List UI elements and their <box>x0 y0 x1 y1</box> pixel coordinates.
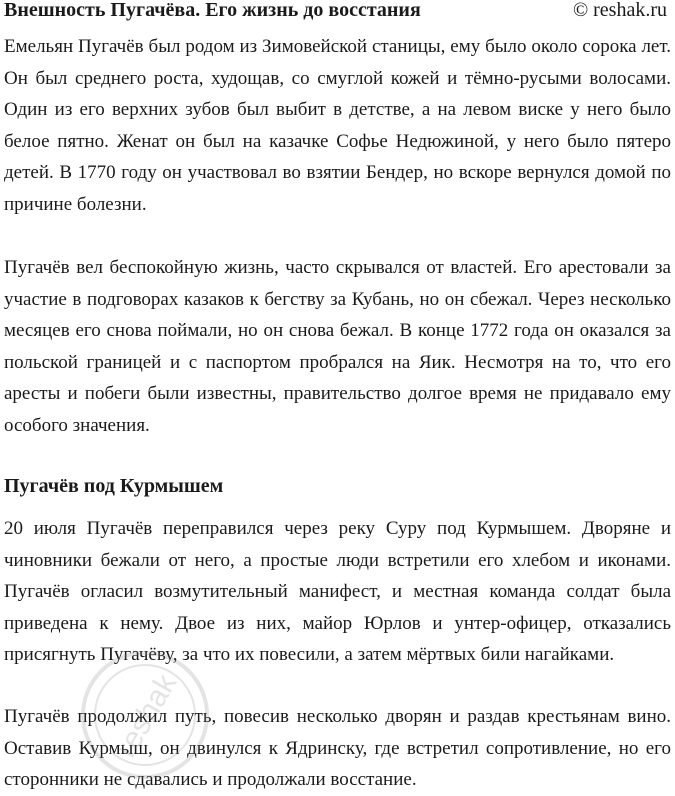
section-1-paragraph-1 <box>4 31 671 220</box>
page-title: Внешность Пугачёва. Его жизнь до восстания <box>4 0 421 21</box>
paragraph-text: 20 июля Пугачёв переправился через реку Суру под Курмышем. Дворяне и чиновники бежали от него, а простые люди встретили его хлебом и иконами. Пугачёв огласил возмутительный манифест, и местная команда солдат была приведена к нему. Двое из них, майор Юрлов и унтер-офицер, отказались присягнуть Пугачёву, за что их повесили, а затем мёртвых били нагайками. <box>4 518 671 665</box>
header-row <box>4 0 671 22</box>
section-2-paragraph-1 <box>4 513 671 671</box>
section-2-paragraph-2 <box>4 701 671 796</box>
paragraph-text: Пугачёв вел беспокойную жизнь, часто скрывался от властей. Его арестовали за участие в подговорах казаков к бегству за Кубань, но он сбежал. Через несколько месяцев его снова поймали, но он снова бежал. В конце 1772 года он оказался за польской границей и с паспортом пробрался на Яик. Несмотря на то, что его аресты и побеги были известны, правительство долгое время не придавало ему особого значения. <box>4 257 671 436</box>
svg-text:reshak: reshak <box>109 668 184 763</box>
section-1-paragraph-2 <box>4 252 671 441</box>
paragraph-text: Емельян Пугачёв был родом из Зимовейской станицы, ему было около сорока лет. Он был среднего роста, худощав, со смуглой кожей и тёмно-русыми волосами. Один из его верхних зубов был выбит в детстве, а на левом виске у него было белое пятно. Женат он был на казачке Софье Недюжиной, у него было пятеро детей. В 1770 году он участвовал во взятии Бендер, но вскоре вернулся домой по причине болезни. <box>4 36 671 215</box>
site-copyright-label: © reshak.ru <box>572 0 667 21</box>
section-2-title: Пугачёв под Курмышем <box>4 475 224 497</box>
paragraph-text: Пугачёв продолжил путь, повесив несколько дворян и раздав крестьянам вино. Оставив Курмыш, он двинулся к Ядринску, где встретил сопротивление, но его сторонники не сдавались и продолжали восстание. <box>4 706 671 790</box>
